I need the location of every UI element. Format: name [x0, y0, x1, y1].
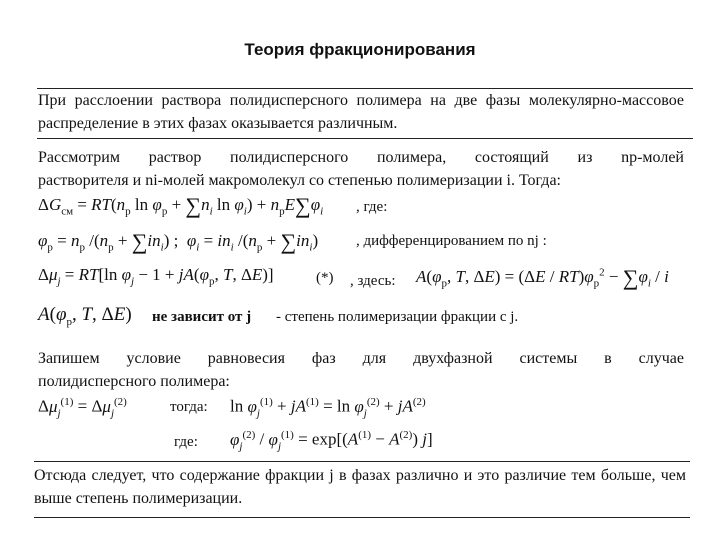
paragraph-frame-bottom-border	[37, 138, 693, 139]
formula-equilibrium-condition: $\Delta\mu_j^{(1)} = \Delta\mu_j^{(2)}$	[38, 396, 127, 420]
annotation-then: тогда:	[170, 399, 208, 415]
annotation-here: , здесь:	[350, 273, 396, 289]
paragraph-equilibrium-line1: Запишем условие равновесия фаз для двухфазной системы в случае	[38, 350, 684, 367]
formula-fraction-ratio: $\varphi_j^{(2)} / \varphi_j^{(1)} = \exp[(A^{(1)} - A^{(2)})$ j]	[230, 429, 433, 453]
formula-log-equality: $\ln \varphi_j^{(1)} + jA^{(1)} = \ln \varphi_j^{(2)} + jA^{(2)}$	[230, 396, 426, 420]
formula-a-function: $A(\varphi_р$, T, $\Delta E) = (\Delta E / RT)\varphi_р^2 - \sum\varphi_i / i$	[416, 265, 669, 290]
annotation-where-1: , где:	[356, 199, 388, 215]
conclusion-frame-bottom-border	[34, 517, 690, 518]
formula-chemical-potential: $\Delta\mu_j = RT[\ln$ $\varphi_j - 1 + jA(\varphi_р$, T, ΔE)]	[38, 265, 274, 288]
paragraph-consider-line2: растворителя и ni-молей макромолекул со степенью полимеризации i. Тогда:	[38, 172, 561, 189]
paragraph-intro: При расслоении раствора полидисперсного полимера на две фазы молекулярно-массовое распределение в этих фазах оказывается различным.	[38, 92, 684, 132]
paragraph-consider-line1: Рассмотрим раствор полидисперсного полимера, состоящий из nр-молей	[38, 149, 684, 166]
paragraph-conclusion: Отсюда следует, что содержание фракции j в фазах различно и это различие тем больше, чем выше степень полимеризации.	[34, 467, 686, 507]
conclusion-frame-top-border	[34, 461, 690, 462]
paragraph-equilibrium-line2: полидисперсного полимера:	[38, 373, 230, 390]
formula-a-term: $A(\varphi_р$, T, ΔE)	[38, 304, 132, 328]
equation-label-star: (*)	[316, 270, 334, 286]
page-title: Теория фракционирования	[244, 40, 476, 59]
annotation-not-dependent: не зависит от j	[152, 309, 252, 325]
formula-gibbs-mixing: $\Delta G_{см} = RT(n_р$ $\ln \varphi_р + \sum n_i$ $\ln \varphi_i) + n_рE\sum\varphi_i$	[38, 193, 324, 218]
annotation-differentiation: , дифференцированием по nj :	[356, 233, 547, 249]
formula-volume-fractions: $\varphi_р = n_р$ $/(n_р + \sum in_i)$ ; $\varphi_i = in_i$ $/(n_р + \sum in_i)$	[38, 229, 319, 254]
annotation-where-3: где:	[174, 434, 198, 450]
annotation-degree-description: - степень полимеризации фракции с j.	[276, 309, 519, 325]
